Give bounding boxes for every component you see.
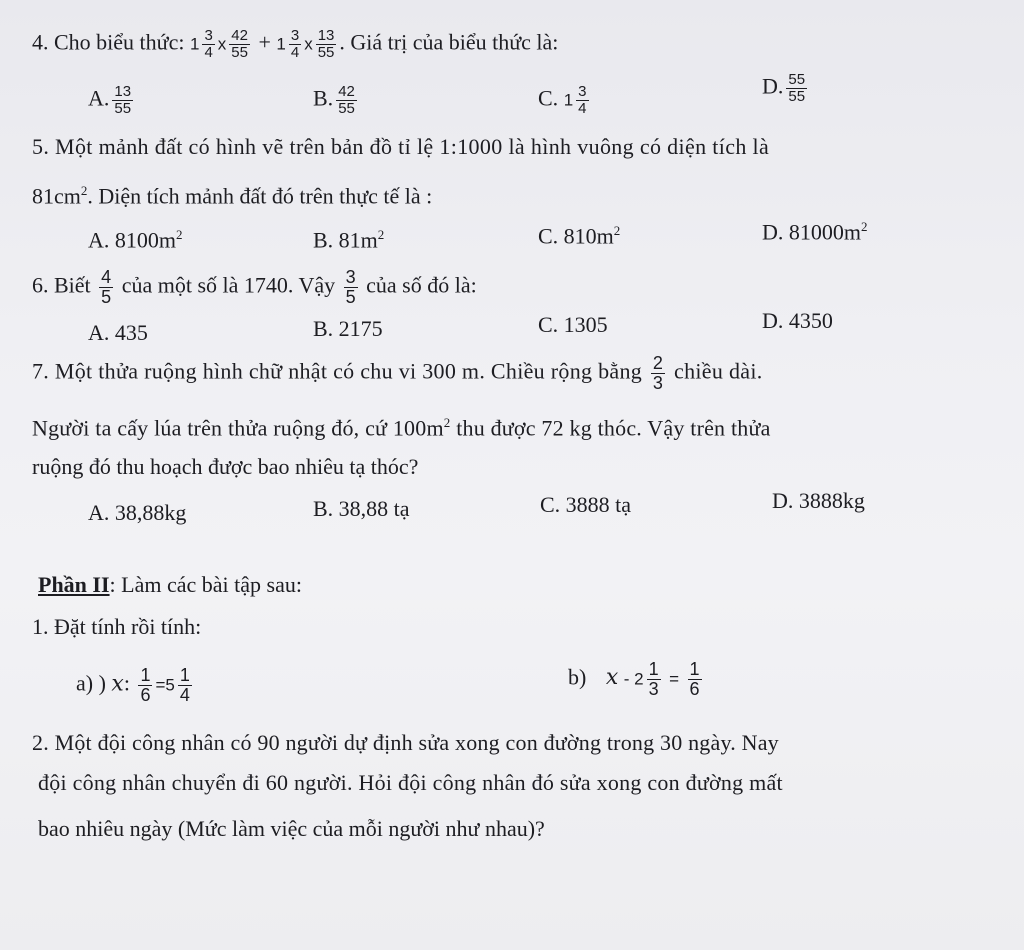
- q4-option-a: A. $\frac{13}{55}$: [88, 83, 132, 117]
- q5-option-d: D. $81000m^2$: [762, 219, 868, 245]
- q5-line-2: $81cm^2$. Diện tích mảnh đất đó trên thực tế là :: [32, 183, 433, 209]
- exercise-2-line-3: bao nhiêu ngày (Mức làm việc của mỗi người như nhau)?: [38, 816, 545, 841]
- q5-line-1: 5. Một mảnh đất có hình vẽ trên bản đồ tỉ lệ 1:1000 là hình vuông có diện tích là: [32, 134, 770, 159]
- q7-option-b: B. 38,88 tạ: [313, 496, 410, 521]
- q4-fraction-3: $\frac{3}{4}$: [290, 27, 300, 61]
- q6-option-c: C. 1305: [538, 312, 608, 337]
- exercise-1b: b) x - 2 $\frac{1}{3}$ = $\frac{1}{6}$: [568, 659, 700, 699]
- q6-option-b: B. 2175: [313, 316, 383, 341]
- q4-fraction-4: $\frac{13}{55}$: [317, 27, 335, 61]
- q6-fraction-2: $\frac{3}{5}$: [345, 267, 356, 307]
- q6-stem: 6. Biết $\frac{4}{5}$ của một số là 1740. Vậy $\frac{3}{5}$ của số đó là:: [32, 267, 477, 307]
- q4-prefix: 4. Cho biểu thức:: [32, 29, 185, 55]
- q4-option-c: C. 1 $\frac{3}{4}$: [538, 83, 587, 117]
- q4-stem: [32, 28, 558, 61]
- part2-heading: Phần II: Làm các bài tập sau:: [38, 572, 302, 597]
- q4-option-d: D. $\frac{55}{55}$: [762, 71, 806, 105]
- q7-line-1: 7. Một thửa ruộng hình chữ nhật có chu vi 300 m. Chiều rộng bằng $\frac{2}{3}$ chiều dài.: [32, 353, 763, 393]
- q6-fraction-1: $\frac{4}{5}$: [101, 267, 112, 307]
- q7-fraction: $\frac{2}{3}$: [652, 353, 664, 393]
- q7-line-3: ruộng đó thu hoạch được bao nhiêu tạ thóc?: [32, 454, 419, 479]
- exercise-2-line-1: 2. Một đội công nhân có 90 người dự định sửa xong con đường trong 30 ngày. Nay: [32, 730, 779, 755]
- q4-whole-1: 1: [189, 34, 200, 54]
- q7-line-2: Người ta cấy lúa trên thửa ruộng đó, cứ $100m^2$ thu được 72 kg thóc. Vậy trên thửa: [32, 415, 771, 441]
- q4-fraction-1: $\frac{3}{4}$: [204, 27, 213, 61]
- exercise-1a: a) ) x: $\frac{1}{6}$ =5 $\frac{1}{4}$: [76, 665, 190, 705]
- q6-option-d: D. 4350: [762, 308, 833, 333]
- q4-times-2: x: [304, 34, 313, 54]
- q5-option-c: C. $810m^2$: [538, 223, 621, 249]
- q4-fraction-2: $\frac{42}{55}$: [231, 27, 248, 61]
- exercise-1-title: 1. Đặt tính rồi tính:: [32, 614, 202, 639]
- q4-option-b: B. $\frac{42}{55}$: [313, 83, 355, 117]
- q7-option-c: C. 3888 tạ: [540, 492, 632, 517]
- q7-option-a: A. 38,88kg: [88, 500, 187, 525]
- q5-option-a: A. $8100m^2$: [88, 227, 183, 253]
- q4-whole-2: 1: [276, 34, 286, 54]
- exercise-2-line-2: đội công nhân chuyển đi 60 người. Hỏi đội công nhân đó sửa xong con đường mất: [38, 770, 783, 795]
- q4-suffix: . Giá trị của biểu thức là:: [339, 29, 559, 55]
- q4-plus: +: [258, 29, 271, 55]
- q4-times-1: x: [217, 34, 227, 54]
- q5-option-b: B. $81m^2$: [313, 227, 385, 253]
- q6-option-a: A. 435: [88, 320, 148, 345]
- q7-option-d: D. 3888kg: [772, 488, 865, 513]
